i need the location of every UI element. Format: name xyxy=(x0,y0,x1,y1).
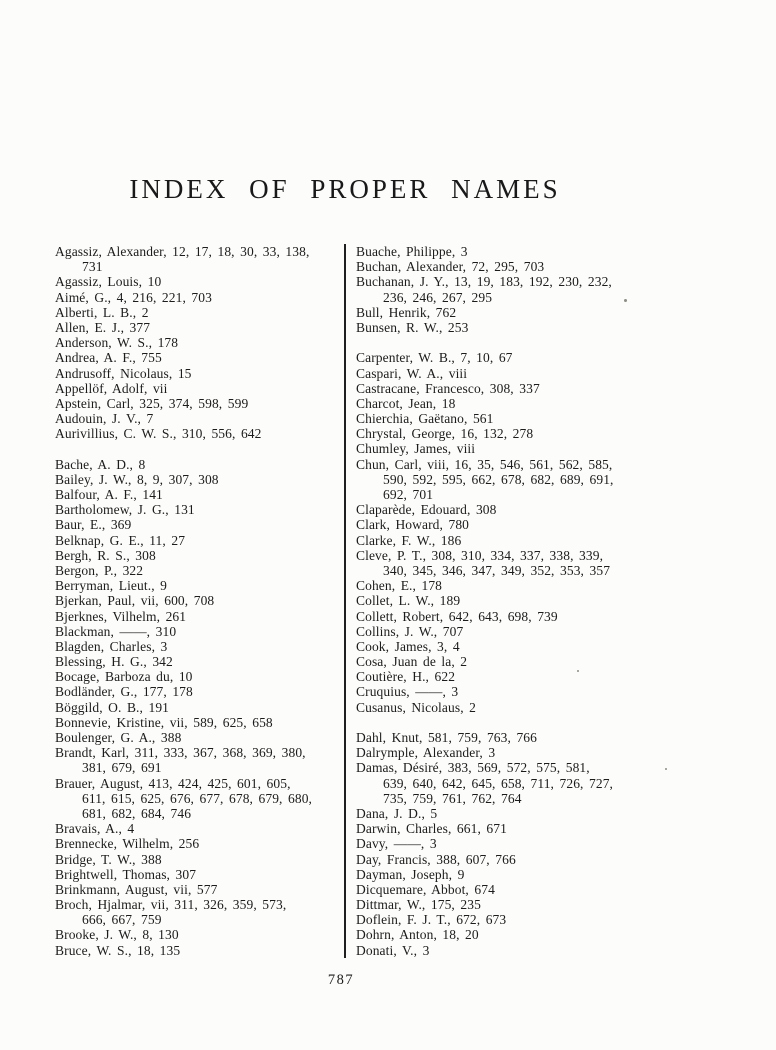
entry-line: Coutière, H., 622 xyxy=(356,669,456,685)
index-entry xyxy=(55,517,344,532)
index-group xyxy=(55,457,344,958)
entry-line: Andrusoff, Nicolaus, 15 xyxy=(55,365,192,381)
index-entry xyxy=(55,882,344,897)
entry-line: Clark, Howard, 780 xyxy=(356,517,470,533)
index-entry xyxy=(356,320,745,335)
index-entry xyxy=(55,730,344,745)
entry-line: Charcot, Jean, 18 xyxy=(356,395,456,411)
index-entry xyxy=(356,305,745,320)
index-entry xyxy=(356,533,745,548)
page-title: INDEX OF PROPER NAMES xyxy=(129,174,561,204)
column-divider-rule xyxy=(344,244,346,958)
entry-line: Brinkmann, August, vii, 577 xyxy=(55,881,218,897)
index-entry xyxy=(55,776,344,822)
entry-line: Bartholomew, J. G., 131 xyxy=(55,502,195,518)
entry-line: Agassiz, Louis, 10 xyxy=(55,274,162,290)
index-entry xyxy=(55,715,344,730)
entry-line: Böggild, O. B., 191 xyxy=(55,699,170,715)
index-entry xyxy=(356,396,745,411)
entry-line: Chierchia, Gaëtano, 561 xyxy=(356,411,494,427)
entry-line: Cruquius, ——, 3 xyxy=(356,684,459,700)
index-entry xyxy=(55,852,344,867)
index-column-right xyxy=(356,244,745,958)
index-entry xyxy=(356,927,745,942)
entry-line: Alberti, L. B., 2 xyxy=(55,304,149,320)
index-entry xyxy=(356,609,745,624)
entry-line: Buache, Philippe, 3 xyxy=(356,244,468,259)
entry-line: Collet, L. W., 189 xyxy=(356,593,461,609)
entry-line: Bonnevie, Kristine, vii, 589, 625, 658 xyxy=(55,714,273,730)
index-entry xyxy=(55,593,344,608)
index-entry xyxy=(356,639,745,654)
index-entry xyxy=(55,411,344,426)
entry-line: Bergh, R. S., 308 xyxy=(55,547,156,563)
entry-line: Carpenter, W. B., 7, 10, 67 xyxy=(356,350,513,366)
entry-line: Darwin, Charles, 661, 671 xyxy=(356,821,507,837)
index-entry xyxy=(55,502,344,517)
index-entry xyxy=(356,897,745,912)
index-entry xyxy=(55,290,344,305)
entry-continuation-line: 735, 759, 761, 762, 764 xyxy=(383,790,522,806)
index-entry xyxy=(356,669,745,684)
index-entry xyxy=(356,441,745,456)
entry-line: Baur, E., 369 xyxy=(55,517,132,533)
entry-line: Dana, J. D., 5 xyxy=(356,805,438,821)
index-entry xyxy=(55,366,344,381)
page-number: 787 xyxy=(327,972,355,988)
index-entry xyxy=(55,654,344,669)
entry-line: Bravais, A., 4 xyxy=(55,821,135,837)
entry-line: Damas, Désiré, 383, 569, 572, 575, 581, xyxy=(356,760,590,776)
entry-line: Bridge, T. W., 388 xyxy=(55,851,162,867)
entry-continuation-line: 340, 345, 346, 347, 349, 352, 353, 357 xyxy=(383,562,611,578)
entry-line: Caspari, W. A., viii xyxy=(356,365,468,381)
entry-line: Appellöf, Adolf, vii xyxy=(55,380,168,396)
index-entry xyxy=(55,244,344,274)
entry-line: Bache, A. D., 8 xyxy=(55,456,146,472)
index-entry xyxy=(55,396,344,411)
entry-line: Bunsen, R. W., 253 xyxy=(356,319,469,335)
index-entry xyxy=(55,487,344,502)
entry-line: Brooke, J. W., 8, 130 xyxy=(55,927,179,943)
entry-line: Berryman, Lieut., 9 xyxy=(55,578,167,594)
index-entry xyxy=(356,912,745,927)
index-entry xyxy=(356,745,745,760)
entry-line: Belknap, G. E., 11, 27 xyxy=(55,532,186,548)
index-entry xyxy=(356,350,745,365)
entry-line: Davy, ——, 3 xyxy=(356,836,437,852)
index-entry xyxy=(55,472,344,487)
index-entry xyxy=(356,806,745,821)
index-entry xyxy=(356,517,745,532)
index-entry xyxy=(55,578,344,593)
index-entry xyxy=(356,457,745,503)
index-entry xyxy=(356,760,745,806)
index-group xyxy=(55,244,344,441)
index-entry xyxy=(55,927,344,942)
index-entry xyxy=(55,381,344,396)
entry-line: Boulenger, G. A., 388 xyxy=(55,730,182,745)
index-entry xyxy=(356,836,745,851)
entry-line: Brauer, August, 413, 424, 425, 601, 605, xyxy=(55,775,291,791)
index-entry xyxy=(356,821,745,836)
entry-line: Buchanan, J. Y., 13, 19, 183, 192, 230, 232, xyxy=(356,274,612,290)
index-entry xyxy=(356,274,745,304)
entry-line: Bjerknes, Vilhelm, 261 xyxy=(55,608,187,624)
index-entry xyxy=(55,350,344,365)
index-entry xyxy=(356,684,745,699)
entry-line: Blackman, ——, 310 xyxy=(55,623,177,639)
index-entry xyxy=(356,366,745,381)
index-group xyxy=(356,730,745,958)
entry-line: Clarke, F. W., 186 xyxy=(356,532,462,548)
index-entry xyxy=(55,943,344,958)
index-entry xyxy=(55,548,344,563)
entry-line: Audouin, J. V., 7 xyxy=(55,411,154,427)
entry-line: Dittmar, W., 175, 235 xyxy=(356,897,481,913)
entry-line: Dicquemare, Abbot, 674 xyxy=(356,881,495,897)
index-entry xyxy=(356,867,745,882)
index-entry xyxy=(356,882,745,897)
index-entry xyxy=(55,700,344,715)
index-entry xyxy=(55,624,344,639)
index-entry xyxy=(356,730,745,745)
index-entry xyxy=(356,852,745,867)
index-entry xyxy=(356,244,745,259)
index-entry xyxy=(356,593,745,608)
entry-line: Bailey, J. W., 8, 9, 307, 308 xyxy=(55,471,219,487)
entry-line: Cleve, P. T., 308, 310, 334, 337, 338, 339, xyxy=(356,547,604,563)
scan-speck xyxy=(624,299,627,302)
entry-line: Bergon, P., 322 xyxy=(55,562,144,578)
index-entry xyxy=(55,320,344,335)
entry-line: Bocage, Barboza du, 10 xyxy=(55,669,193,685)
index-entry xyxy=(356,624,745,639)
entry-line: Dohrn, Anton, 18, 20 xyxy=(356,927,479,943)
index-entry xyxy=(55,669,344,684)
entry-line: Claparède, Edouard, 308 xyxy=(356,502,497,518)
entry-line: Cohen, E., 178 xyxy=(356,578,443,594)
index-entry xyxy=(55,305,344,320)
entry-continuation-line: 381, 679, 691 xyxy=(82,760,162,776)
entry-continuation-line: 731 xyxy=(82,259,103,275)
entry-continuation-line: 590, 592, 595, 662, 678, 682, 689, 691, xyxy=(383,471,614,487)
index-entry xyxy=(55,274,344,289)
entry-line: Donati, V., 3 xyxy=(356,942,430,958)
index-entry xyxy=(356,943,745,958)
index-entry xyxy=(55,821,344,836)
entry-line: Aurivillius, C. W. S., 310, 556, 642 xyxy=(55,426,262,442)
entry-line: Dahl, Knut, 581, 759, 763, 766 xyxy=(356,730,537,745)
entry-line: Allen, E. J., 377 xyxy=(55,319,151,335)
index-entry xyxy=(356,654,745,669)
entry-line: Apstein, Carl, 325, 374, 598, 599 xyxy=(55,395,249,411)
entry-continuation-line: 681, 682, 684, 746 xyxy=(82,805,192,821)
index-entry xyxy=(55,457,344,472)
index-group xyxy=(356,350,745,715)
index-entry xyxy=(55,609,344,624)
entry-line: Chun, Carl, viii, 16, 35, 546, 561, 562, 585, xyxy=(356,456,613,472)
entry-continuation-line: 692, 701 xyxy=(383,487,434,502)
entry-line: Day, Francis, 388, 607, 766 xyxy=(356,851,516,867)
entry-line: Castracane, Francesco, 308, 337 xyxy=(356,380,540,396)
entry-line: Collett, Robert, 642, 643, 698, 739 xyxy=(356,608,558,624)
index-entry xyxy=(356,502,745,517)
scan-speck xyxy=(577,670,579,672)
entry-line: Andrea, A. F., 755 xyxy=(55,350,162,366)
index-entry xyxy=(55,684,344,699)
entry-line: Chrystal, George, 16, 132, 278 xyxy=(356,426,534,442)
index-entry xyxy=(356,426,745,441)
entry-continuation-line: 666, 667, 759 xyxy=(82,912,162,928)
entry-line: Balfour, A. F., 141 xyxy=(55,487,163,502)
scan-speck xyxy=(665,768,667,770)
index-entry xyxy=(356,259,745,274)
entry-line: Dalrymple, Alexander, 3 xyxy=(356,745,496,761)
entry-line: Agassiz, Alexander, 12, 17, 18, 30, 33, 138, xyxy=(55,244,310,259)
index-entry xyxy=(55,836,344,851)
index-entry xyxy=(356,381,745,396)
entry-line: Collins, J. W., 707 xyxy=(356,623,464,639)
entry-line: Cook, James, 3, 4 xyxy=(356,638,460,654)
entry-line: Cosa, Juan de la, 2 xyxy=(356,654,468,670)
index-entry xyxy=(55,639,344,654)
index-entry xyxy=(55,897,344,927)
entry-line: Aimé, G., 4, 216, 221, 703 xyxy=(55,289,212,305)
entry-line: Brennecke, Wilhelm, 256 xyxy=(55,836,200,852)
index-entry xyxy=(356,411,745,426)
entry-line: Brightwell, Thomas, 307 xyxy=(55,866,197,882)
entry-line: Broch, Hjalmar, vii, 311, 326, 359, 573, xyxy=(55,897,287,913)
index-columns xyxy=(55,244,745,958)
index-entry xyxy=(356,700,745,715)
entry-line: Brandt, Karl, 311, 333, 367, 368, 369, 380, xyxy=(55,745,306,761)
index-entry xyxy=(55,426,344,441)
index-entry xyxy=(356,578,745,593)
entry-line: Cusanus, Nicolaus, 2 xyxy=(356,699,476,715)
entry-line: Buchan, Alexander, 72, 295, 703 xyxy=(356,259,545,275)
index-entry xyxy=(55,745,344,775)
entry-line: Bodländer, G., 177, 178 xyxy=(55,684,193,700)
index-entry xyxy=(356,548,745,578)
entry-line: Doflein, F. J. T., 672, 673 xyxy=(356,912,507,928)
entry-line: Dayman, Joseph, 9 xyxy=(356,866,465,882)
entry-line: Bruce, W. S., 18, 135 xyxy=(55,942,181,958)
index-entry xyxy=(55,335,344,350)
entry-continuation-line: 639, 640, 642, 645, 658, 711, 726, 727, xyxy=(383,775,614,791)
entry-line: Bull, Henrik, 762 xyxy=(356,304,457,320)
index-entry xyxy=(55,867,344,882)
entry-line: Blessing, H. G., 342 xyxy=(55,654,173,670)
entry-continuation-line: 236, 246, 267, 295 xyxy=(383,289,493,305)
entry-line: Chumley, James, viii xyxy=(356,441,476,457)
index-entry xyxy=(55,533,344,548)
entry-continuation-line: 611, 615, 625, 676, 677, 678, 679, 680, xyxy=(82,790,313,806)
index-column-left xyxy=(55,244,344,958)
index-group xyxy=(356,244,745,335)
index-entry xyxy=(55,563,344,578)
entry-line: Anderson, W. S., 178 xyxy=(55,335,179,351)
entry-line: Blagden, Charles, 3 xyxy=(55,638,168,654)
entry-line: Bjerkan, Paul, vii, 600, 708 xyxy=(55,593,215,609)
